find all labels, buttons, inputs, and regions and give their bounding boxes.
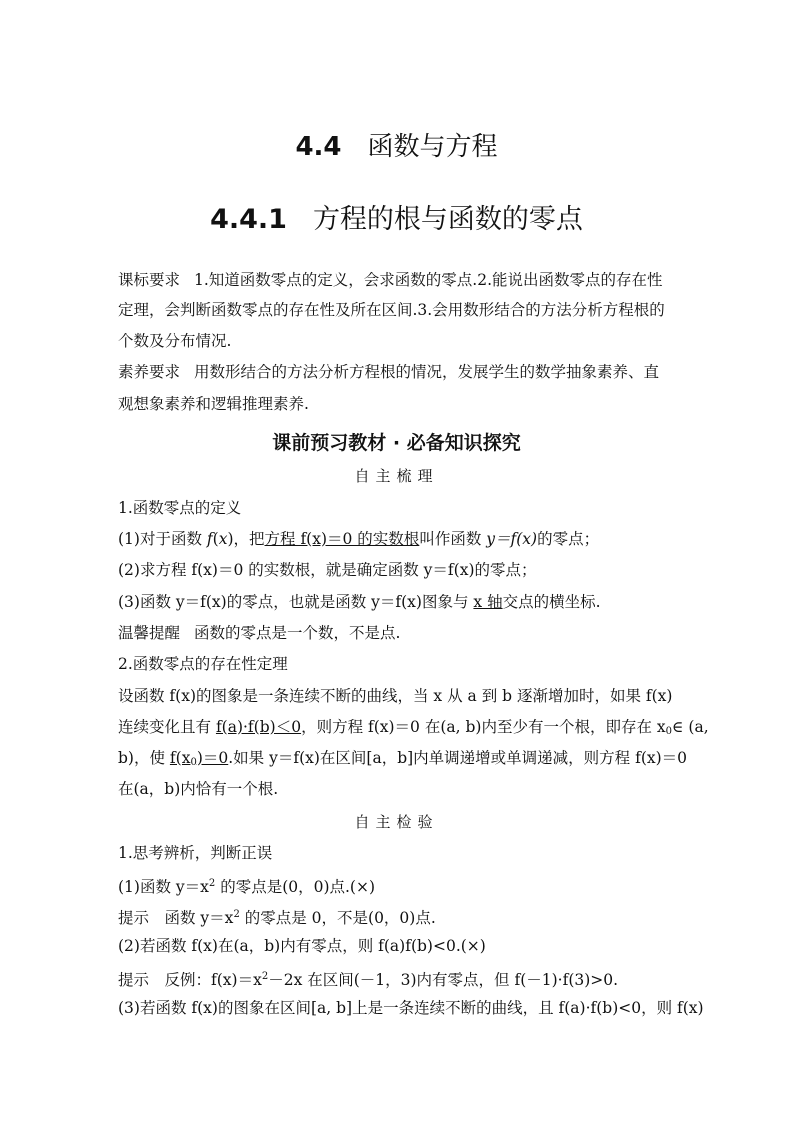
requirements-line-2: 定理，会判断函数零点的存在性及所在区间.3.会用数形结合的方法分析方程根的	[118, 301, 665, 319]
check-heading: 1.思考辨析，判断正误	[118, 844, 273, 862]
question-3: (3)若函数 f(x)的图象在区间[a, b]上是一条连续不断的曲线，且 f(a)·f(b)<0，则 f(x)	[118, 999, 704, 1017]
chapter-number: 4.4	[295, 132, 342, 162]
reminder-line	[118, 623, 678, 643]
literacy-text-1: 用数形结合的方法分析方程根的情况，发展学生的数学抽象素养、直	[194, 363, 660, 381]
text-span: f(x	[169, 749, 191, 767]
literacy-line-1	[118, 362, 678, 382]
literacy-line-2: 观想象素养和逻辑推理素养.	[118, 395, 309, 413]
requirements-text-1: 1.知道函数零点的定义，会求函数的零点.2.能说出函数零点的存在性	[194, 271, 663, 289]
chapter-title-text: 函数与方程	[367, 132, 498, 162]
requirements-label: 课标要求	[118, 271, 181, 289]
text-span: )，把	[227, 530, 265, 548]
preview-section-heading: 课前预习教材 · 必备知识探究	[272, 432, 521, 454]
literacy-label: 素养要求	[118, 363, 181, 381]
text-span: 提示 函数 y＝x	[118, 909, 234, 927]
text-span: x	[218, 530, 228, 548]
text-span: (	[212, 530, 219, 548]
theorem-line-2	[118, 717, 709, 742]
theorem-line-1: 设函数 f(x)的图象是一条连续不断的曲线，当 x 从 a 到 b 逐渐增加时，如果 f(x)	[118, 687, 673, 705]
theorem-heading: 2.函数零点的存在性定理	[118, 655, 288, 673]
text-span: .如果 y＝f(x)在区间[a，b]内单调递增或单调递减，则方程 f(x)＝0	[228, 749, 688, 767]
definition-line-1	[118, 529, 678, 549]
text-span: ∈ (a,	[672, 718, 709, 736]
chapter-title	[0, 126, 793, 163]
self-check-subheading: 自主检验	[354, 813, 439, 831]
section-title-text: 方程的根与函数的零点	[312, 204, 583, 235]
text-span: )＝0	[196, 749, 229, 767]
underlined-term: 方程 f(x)＝0 的实数根	[264, 530, 420, 548]
text-span: (1)对于函数	[118, 530, 207, 548]
text-span: 叫作函数	[419, 530, 487, 548]
text-span: (1)函数 y＝x	[118, 878, 209, 896]
reminder-label: 温馨提醒	[118, 624, 181, 642]
definition-line-2: (2)求方程 f(x)＝0 的实数根，就是确定函数 y＝f(x)的零点；	[118, 561, 537, 579]
hint-2	[118, 967, 678, 990]
text-span: 0	[190, 757, 197, 768]
theorem-line-3	[118, 748, 688, 773]
text-span: f	[206, 530, 213, 548]
self-review-subheading: 自主梳理	[354, 467, 439, 485]
requirements-line-3: 个数及分布情况.	[118, 332, 232, 350]
reminder-text: 函数的零点是一个数，不是点.	[194, 624, 401, 642]
hint-1	[118, 905, 678, 928]
text-span: 的零点是 0，不是(0，0)点.	[239, 909, 436, 927]
text-span: 2	[233, 909, 240, 920]
text-span: 提示 反例：f(x)＝x	[118, 971, 262, 989]
section-number: 4.4.1	[210, 204, 287, 235]
question-1	[118, 874, 678, 897]
text-span: b)，使	[118, 749, 170, 767]
text-span: －2x 在区间(－1，3)内有零点，但 f(－1)·f(3)>0.	[268, 971, 619, 989]
text-span: 2	[208, 878, 216, 889]
section-title	[0, 197, 793, 236]
question-2: (2)若函数 f(x)在(a，b)内有零点，则 f(a)f(b)<0.(×)	[118, 937, 486, 955]
text-span: (3)函数 y＝f(x)的零点，也就是函数 y＝f(x)图象与	[118, 593, 474, 611]
text-span: 的零点；	[537, 530, 600, 548]
text-span: 0	[665, 726, 673, 737]
requirements-line-1	[118, 270, 678, 290]
text-span: ，则方程 f(x)＝0 在(a, b)内至少有一个根，即存在 x	[301, 718, 666, 736]
underlined-term: f(a)·f(b)＜0	[215, 718, 302, 736]
text-span: 交点的横坐标.	[502, 593, 601, 611]
underlined-term	[170, 749, 228, 767]
theorem-line-4: 在(a，b)内恰有一个根.	[118, 780, 279, 798]
text-span: 连续变化且有	[118, 718, 216, 736]
text-span: 的零点是(0，0)点.(×)	[215, 878, 376, 896]
underlined-term: x 轴	[473, 593, 503, 611]
text-span: y＝f(x)	[486, 530, 538, 548]
text-span: 2	[261, 971, 269, 982]
definition-line-3	[118, 592, 678, 612]
definition-heading: 1.函数零点的定义	[118, 499, 242, 517]
